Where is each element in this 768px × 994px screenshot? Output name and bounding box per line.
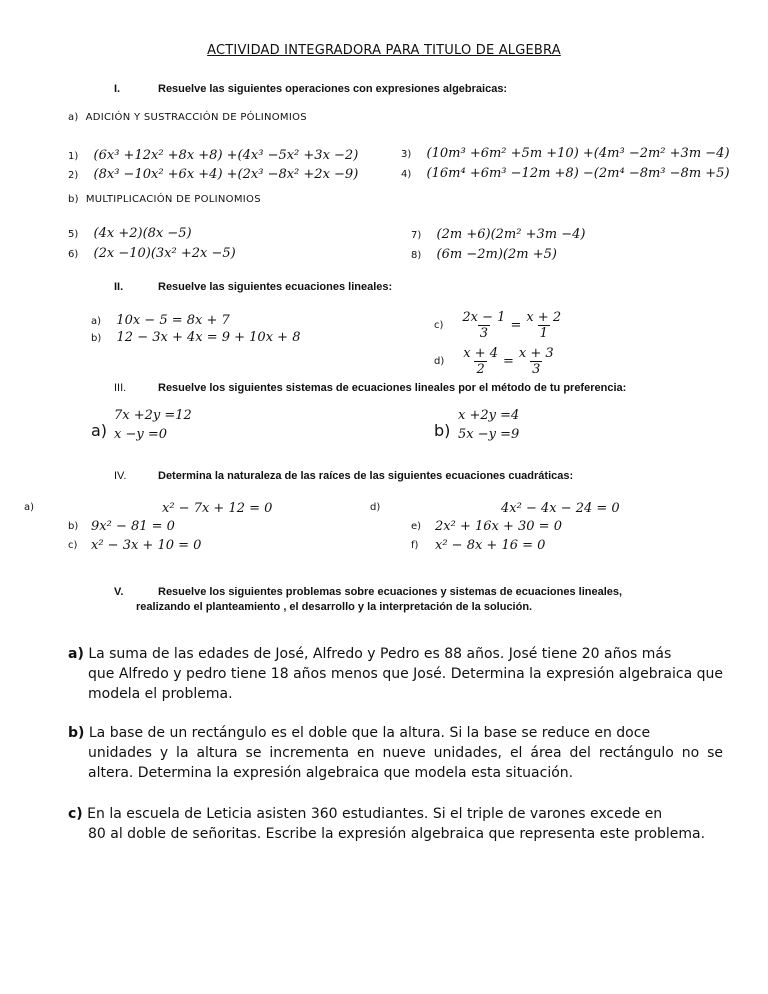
section-1-text: Resuelve las siguientes operaciones con expresiones algebraicas: bbox=[158, 83, 508, 95]
section-5-text-line2: realizando el planteamiento , el desarrollo y la interpretación de la solución. bbox=[136, 601, 533, 613]
numerator: 2x − 1 bbox=[462, 310, 506, 325]
exercise-8 bbox=[411, 243, 557, 262]
quadratic-d-equation: 4x² − 4x − 24 = 0 bbox=[501, 501, 620, 516]
subsection-a-heading bbox=[68, 112, 307, 123]
problem-label: c) bbox=[68, 806, 83, 822]
exercise-3 bbox=[401, 142, 730, 161]
subsection-b-label: b) bbox=[68, 194, 79, 205]
section-5-text: Resuelve los siguientes problemas sobre ecuaciones y sistemas de ecuaciones lineales, bbox=[158, 586, 623, 598]
section-1-number: I. bbox=[114, 83, 121, 95]
subsection-a-label: a) bbox=[68, 112, 79, 123]
quadratic-f-equation: x² − 8x + 16 = 0 bbox=[435, 538, 546, 553]
quadratic-e-equation: 2x² + 16x + 30 = 0 bbox=[435, 519, 562, 534]
exercise-4 bbox=[401, 162, 730, 181]
fraction-right bbox=[517, 346, 556, 377]
exercise-expression: (4x +2)(8x −5) bbox=[93, 226, 192, 241]
section-4-number: IV. bbox=[114, 470, 127, 482]
denominator: 2 bbox=[476, 362, 485, 377]
section-5-heading bbox=[114, 586, 622, 598]
exercise-number: 3) bbox=[401, 149, 412, 160]
system-a-label: a) bbox=[91, 421, 108, 440]
system-b-eq2: 5x −y =9 bbox=[458, 427, 520, 442]
problem-text: 80 al doble de señoritas. Escribe la expresión algebraica que representa este problema. bbox=[88, 826, 706, 842]
problem-b bbox=[68, 723, 723, 783]
equals-sign: = bbox=[510, 318, 522, 333]
item-label: a) bbox=[91, 316, 102, 327]
quadratic-a-label: a) bbox=[24, 502, 35, 513]
problem-label: a) bbox=[68, 646, 84, 662]
equation: 10x − 5 = 8x + 7 bbox=[116, 313, 230, 328]
exercise-expression: (2m +6)(2m² +3m −4) bbox=[436, 227, 586, 242]
equation: 12 − 3x + 4x = 9 + 10x + 8 bbox=[116, 330, 301, 345]
problem-first-line: La base de un rectángulo es el doble que la altura. Si la base se reduce en doce bbox=[88, 725, 651, 741]
fraction-right bbox=[524, 310, 563, 341]
exercise-expression: (16m⁴ +6m³ −12m +8) −(2m⁴ −8m³ −8m +5) bbox=[426, 166, 730, 181]
exercise-number: 6) bbox=[68, 249, 79, 260]
exercise-number: 8) bbox=[411, 250, 422, 261]
system-b-label: b) bbox=[434, 421, 451, 440]
exercise-number: 4) bbox=[401, 169, 412, 180]
denominator: 3 bbox=[532, 362, 541, 377]
numerator: x + 3 bbox=[518, 346, 554, 361]
quadratic-b-equation: 9x² − 81 = 0 bbox=[91, 519, 175, 534]
exercise-expression: (8x³ −10x² +6x +4) +(2x³ −8x² +2x −9) bbox=[93, 167, 359, 182]
system-a-eq1: 7x +2y =12 bbox=[114, 408, 192, 423]
exercise-5 bbox=[68, 222, 192, 241]
section-3-heading bbox=[114, 382, 626, 394]
exercise-number: 7) bbox=[411, 230, 422, 241]
exercise-number: 2) bbox=[68, 170, 79, 181]
linear-equation-b bbox=[91, 326, 300, 345]
numerator: x + 2 bbox=[526, 310, 562, 325]
problem-a bbox=[68, 644, 723, 704]
exercise-expression: (6m −2m)(2m +5) bbox=[436, 247, 557, 262]
denominator: 1 bbox=[539, 326, 548, 341]
quadratic-e-label: e) bbox=[411, 521, 422, 532]
section-3-text: Resuelve los siguientes sistemas de ecuaciones lineales por el método de tu preferencia: bbox=[158, 382, 627, 394]
denominator: 3 bbox=[479, 326, 489, 341]
section-2-text: Resuelve las siguientes ecuaciones lineales: bbox=[158, 281, 393, 293]
system-a-eq2: x −y =0 bbox=[114, 427, 167, 442]
section-4-heading bbox=[114, 470, 573, 482]
problem-first-line: En la escuela de Leticia asisten 360 estudiantes. Si el triple de varones excede en bbox=[87, 806, 663, 822]
problem-c bbox=[68, 804, 723, 844]
exercise-number: 5) bbox=[68, 229, 79, 240]
fraction-left bbox=[460, 310, 507, 341]
problem-first-line: La suma de las edades de José, Alfredo y Pedro es 88 años. José tiene 20 años más bbox=[88, 646, 672, 662]
exercise-6 bbox=[68, 242, 236, 261]
equals-sign: = bbox=[503, 354, 514, 369]
quadratic-d-label: d) bbox=[370, 502, 381, 513]
linear-equation-d bbox=[434, 346, 556, 377]
exercise-1 bbox=[68, 144, 358, 163]
system-b-eq1: x +2y =4 bbox=[458, 408, 520, 423]
quadratic-c-equation: x² − 3x + 10 = 0 bbox=[91, 538, 202, 553]
subsection-a-title: ADICIÓN Y SUSTRACCIÓN DE PÓLINOMIOS bbox=[85, 112, 307, 123]
section-2-number: II. bbox=[114, 281, 124, 293]
section-4-text: Determina la naturaleza de las raíces de las siguientes ecuaciones cuadráticas: bbox=[158, 470, 574, 482]
problem-text: unidades y la altura se incrementa en nueve unidades, el área del rectángulo no se altera. Determina la expresión algebraica que modela esta situación. bbox=[88, 745, 723, 781]
fraction-left bbox=[461, 346, 500, 377]
subsection-b-heading bbox=[68, 194, 261, 205]
subsection-b-title: MULTIPLICACIÓN DE POLINOMIOS bbox=[85, 194, 261, 205]
exercise-expression: (10m³ +6m² +5m +10) +(4m³ −2m² +3m −4) bbox=[426, 146, 730, 161]
exercise-2 bbox=[68, 163, 358, 182]
section-2-heading bbox=[114, 281, 392, 293]
numerator: x + 4 bbox=[463, 346, 499, 361]
section-1-heading bbox=[114, 83, 507, 95]
quadratic-b-label: b) bbox=[68, 521, 79, 532]
item-label: d) bbox=[434, 356, 445, 367]
exercise-7 bbox=[411, 223, 585, 242]
page-title: ACTIVIDAD INTEGRADORA PARA TITULO DE ALGEBRA bbox=[207, 43, 561, 58]
section-3-number: III. bbox=[114, 382, 127, 394]
quadratic-c-label: c) bbox=[68, 540, 78, 551]
item-label: c) bbox=[434, 320, 444, 331]
item-label: b) bbox=[91, 333, 102, 344]
problem-label: b) bbox=[68, 725, 85, 741]
exercise-number: 1) bbox=[68, 151, 79, 162]
quadratic-f-label: f) bbox=[411, 540, 419, 551]
exercise-expression: (6x³ +12x² +8x +8) +(4x³ −5x² +3x −2) bbox=[93, 148, 359, 163]
section-5-number: V. bbox=[114, 586, 124, 598]
linear-equation-c bbox=[434, 310, 563, 341]
exercise-expression: (2x −10)(3x² +2x −5) bbox=[93, 246, 236, 261]
problem-text: que Alfredo y pedro tiene 18 años menos que José. Determina la expresión algebraica que modela el problema. bbox=[88, 666, 723, 702]
quadratic-a-equation: x² − 7x + 12 = 0 bbox=[162, 501, 273, 516]
